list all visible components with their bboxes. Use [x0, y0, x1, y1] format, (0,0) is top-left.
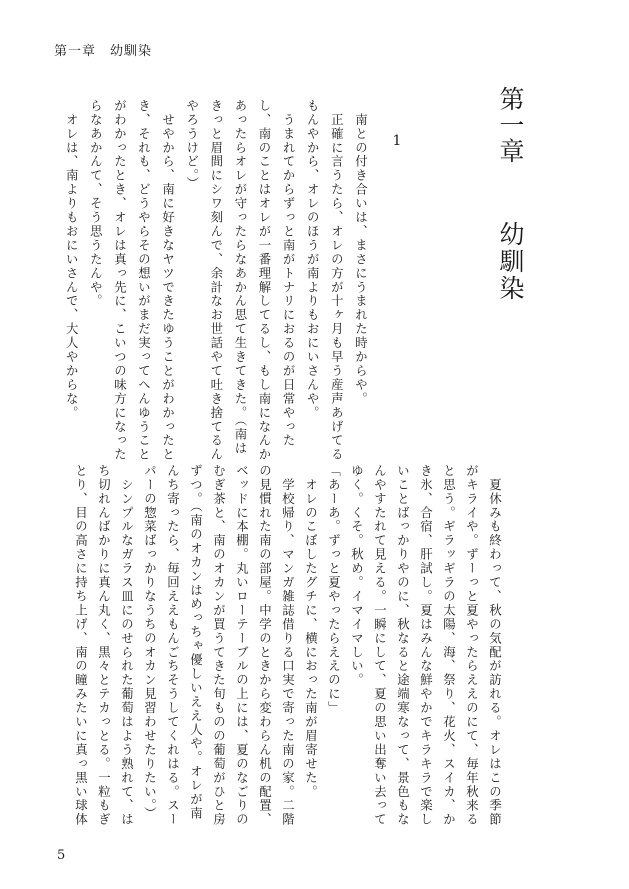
text-line: ベッドに本棚。丸いローテーブルの上には、夏のなごりの	[234, 464, 250, 827]
chapter-title: 幼馴染	[496, 221, 525, 302]
text-line: の見慣れた南の部屋。中学のときから変わらん机の配置、	[257, 464, 273, 827]
section-number: 1	[389, 133, 405, 149]
text-line: せやから、南に好きなヤツできたゆうことがわかったと	[160, 99, 176, 462]
text-line: と思う。ギラッギラの太陽、海、祭り、花火、スイカ、か	[441, 464, 457, 827]
text-line: ち切れんばかりに真ん丸く、黒々とテカっとる。一粒もぎ	[96, 464, 112, 827]
text-line: あったらオレが守ったらなあかん思て生きてきた。（南は	[232, 99, 248, 456]
text-line: 南との付き合いは、まさにうまれた時からや。	[353, 99, 369, 406]
page-number: 5	[57, 848, 66, 863]
text-line: 夏休みも終わって、秋の気配が訪れる。オレはこの季節	[487, 464, 503, 827]
text-line: やろうけど。）	[184, 99, 200, 191]
text-line: んち寄ったら、毎回ええもんごちそうしてくれはる。スー	[165, 464, 181, 827]
text-line: オレは、南よりもおにいさんで、大人やからな。	[64, 99, 80, 420]
text-line: きっと眉間にシワ刻んで、余計なお世話やて吐き捨てるん	[208, 99, 224, 462]
text-line: し、南のことはオレが一番理解してるし、もし南になんか	[257, 99, 272, 462]
running-head: 第一章 幼馴染	[54, 44, 153, 59]
text-line: らなあかんて、そう思うたんや。	[88, 99, 104, 309]
text-line: き氷、合宿、肝試し。夏はみんな鮮やかでキラキラで楽し	[418, 464, 434, 827]
text-line: き、それも、どうやらその想いがまだ実ってへんゆうこと	[136, 99, 152, 462]
text-line: オレのこぼしたグチに、横におった南が眉寄せた。	[303, 464, 319, 799]
text-line: うまれてからずっと南がトナリにおるのが日常やった	[281, 99, 297, 448]
text-line: がキライや。ずーっと夏やったらええのにて、毎年秋来る	[464, 464, 480, 827]
text-line: とり、目の高さに持ち上げ、南の瞳みたいに真っ黒い球体	[73, 464, 89, 827]
text-line: パーの惣菜ばっかりなうちのオカン見習わせたりたい。）	[142, 464, 158, 821]
chapter-number: 第一章	[496, 86, 525, 164]
text-line: んやすたれて見える。一瞬にして、夏の思い出奪い去って	[372, 464, 388, 827]
text-line: 正確に言うたら、オレの方が十ヶ月も早う産声あげてる	[329, 99, 345, 462]
text-line: もんやから、オレのほうが南よりもおにいさんや。	[305, 99, 321, 420]
text-line: むぎ茶と、南のオカンが買うてきた旬ものの葡萄がひと房	[211, 464, 227, 827]
text-line: 「あーあ。ずっと夏やったらええのに」	[326, 464, 342, 716]
text-line: ずつ。（南のオカンはめっちゃ優しいええ人や。オレが南	[188, 464, 204, 821]
text-line: いことばっかりやのに、秋なると途端寒なって、景色もな	[395, 464, 411, 827]
text-line: がわかったとき、オレは真っ先に、こいつの味方になった	[112, 99, 128, 462]
text-line: シンプルなガラス皿にのせられた葡萄はよう熟れて、は	[119, 464, 135, 827]
chapter-heading	[498, 86, 523, 302]
text-line: 学校帰り、マンガ雑誌借りる口実で寄った南の家。二階	[280, 464, 296, 827]
text-line: ゆく。くそ。秋め。イマイマしい。	[349, 464, 365, 688]
